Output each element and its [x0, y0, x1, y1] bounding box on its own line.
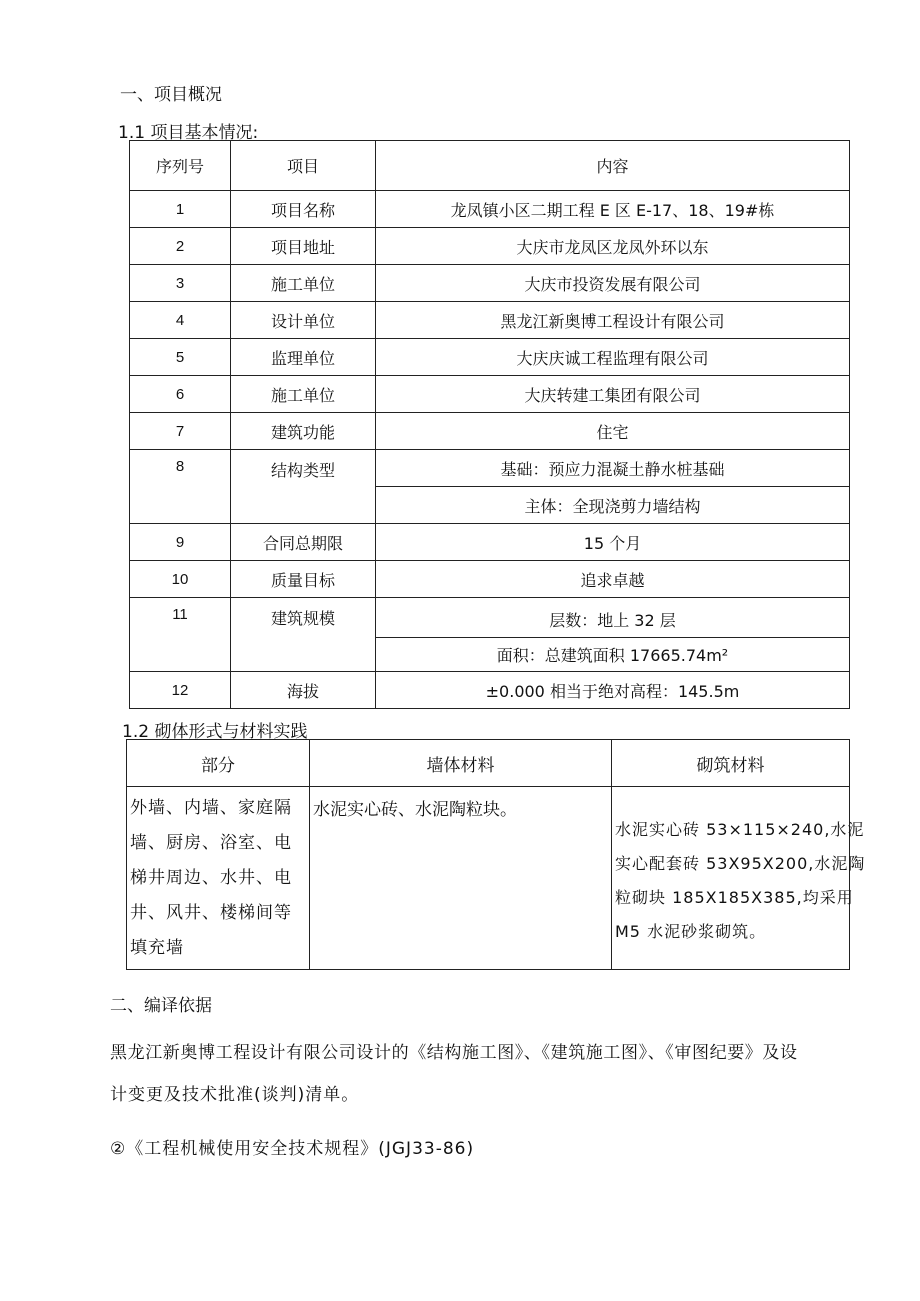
row-content-main-structure: 主体：全现浇剪力墙结构 [376, 487, 850, 524]
row-item: 监理单位 [231, 339, 376, 376]
row-content-floors: 层数：地上 32 层 [376, 598, 850, 638]
row-item: 施工单位 [231, 265, 376, 302]
row-content: 15 个月 [376, 524, 850, 561]
table-row [130, 450, 850, 487]
table-row [130, 339, 850, 376]
row-item: 建筑规模 [231, 598, 376, 672]
row-number: 10 [130, 561, 231, 598]
masonry-line: 粒砌块 185X185X385,均采用 [615, 888, 854, 907]
table-row [130, 413, 850, 450]
masonry-table [126, 739, 866, 970]
row-item: 施工单位 [231, 376, 376, 413]
row-item: 项目名称 [231, 191, 376, 228]
basis-line: 计变更及技术批准(谈判)清单。 [110, 1085, 360, 1105]
row-number: 12 [130, 672, 231, 709]
project-info-table [129, 140, 850, 709]
table-row [130, 561, 850, 598]
row-item: 项目地址 [231, 228, 376, 265]
row-number: 11 [130, 598, 231, 672]
part-line: 梯井周边、水井、电 [130, 868, 292, 888]
row-item: 合同总期限 [231, 524, 376, 561]
row-content: 黑龙江新奥博工程设计有限公司 [376, 302, 850, 339]
header-part: 部分 [127, 740, 310, 787]
row-number: 2 [130, 228, 231, 265]
masonry-material-cell [612, 787, 866, 970]
row-content: 大庆庆诚工程监理有限公司 [376, 339, 850, 376]
section-title-compilation-basis: 二、编译依据 [110, 996, 212, 1016]
masonry-line: 实心配套砖 53X95X200,水泥陶 [615, 854, 866, 873]
row-number: 5 [130, 339, 231, 376]
row-content: 龙凤镇小区二期工程 E 区 E-17、18、19#栋 [376, 191, 850, 228]
header-content: 内容 [376, 141, 850, 191]
wall-material-cell: 水泥实心砖、水泥陶粒块。 [310, 787, 612, 970]
row-item: 建筑功能 [231, 413, 376, 450]
part-line: 外墙、内墙、家庭隔 [130, 798, 292, 818]
masonry-line: M5 水泥砂浆砌筑。 [615, 922, 767, 941]
row-number: 7 [130, 413, 231, 450]
subsection-title-masonry: 1.2 砌体形式与材料实践 [122, 722, 308, 742]
table-header-row [127, 740, 850, 787]
part-cell [127, 787, 310, 970]
basis-paragraph [110, 1033, 880, 1115]
header-serial: 序列号 [130, 141, 231, 191]
part-line: 填充墙 [130, 938, 184, 958]
row-content-area: 面积：总建筑面积 17665.74m² [376, 638, 850, 672]
header-wall-material: 墙体材料 [310, 740, 612, 787]
header-item: 项目 [231, 141, 376, 191]
row-number: 9 [130, 524, 231, 561]
table-row [130, 524, 850, 561]
basis-item-2: ②《工程机械使用安全技术规程》(JGJ33-86) [110, 1139, 475, 1159]
part-line: 井、风井、楼梯间等 [130, 903, 292, 923]
header-masonry-material: 砌筑材料 [612, 740, 850, 787]
table-row [127, 787, 850, 970]
table-row [130, 672, 850, 709]
table-row [130, 302, 850, 339]
basis-line: 黑龙江新奥博工程设计有限公司设计的《结构施工图》、《建筑施工图》、《审图纪要》及设 [110, 1043, 798, 1063]
row-content: 大庆市龙凤区龙凤外环以东 [376, 228, 850, 265]
row-number: 3 [130, 265, 231, 302]
part-line: 墙、厨房、浴室、电 [130, 833, 292, 853]
row-content: 住宅 [376, 413, 850, 450]
table-row [130, 376, 850, 413]
table-row [130, 598, 850, 638]
row-item: 结构类型 [231, 450, 376, 524]
row-content: 追求卓越 [376, 561, 850, 598]
table-header-row [130, 141, 850, 191]
table-row [130, 228, 850, 265]
row-content: 大庆市投资发展有限公司 [376, 265, 850, 302]
row-number: 1 [130, 191, 231, 228]
row-item: 海拔 [231, 672, 376, 709]
row-number: 6 [130, 376, 231, 413]
row-content-foundation: 基础：预应力混凝土静水桩基础 [376, 450, 850, 487]
row-item: 设计单位 [231, 302, 376, 339]
row-content: 大庆转建工集团有限公司 [376, 376, 850, 413]
row-number: 4 [130, 302, 231, 339]
subsection-title-basic-info: 1.1 项目基本情况: [118, 123, 259, 143]
masonry-line: 水泥实心砖 53×115×240,水泥 [615, 820, 865, 839]
section-title-project-overview: 一、项目概况 [120, 85, 222, 105]
row-number: 8 [130, 450, 231, 524]
row-item: 质量目标 [231, 561, 376, 598]
table-row [130, 265, 850, 302]
table-row [130, 191, 850, 228]
row-content: ±0.000 相当于绝对高程：145.5m [376, 672, 850, 709]
